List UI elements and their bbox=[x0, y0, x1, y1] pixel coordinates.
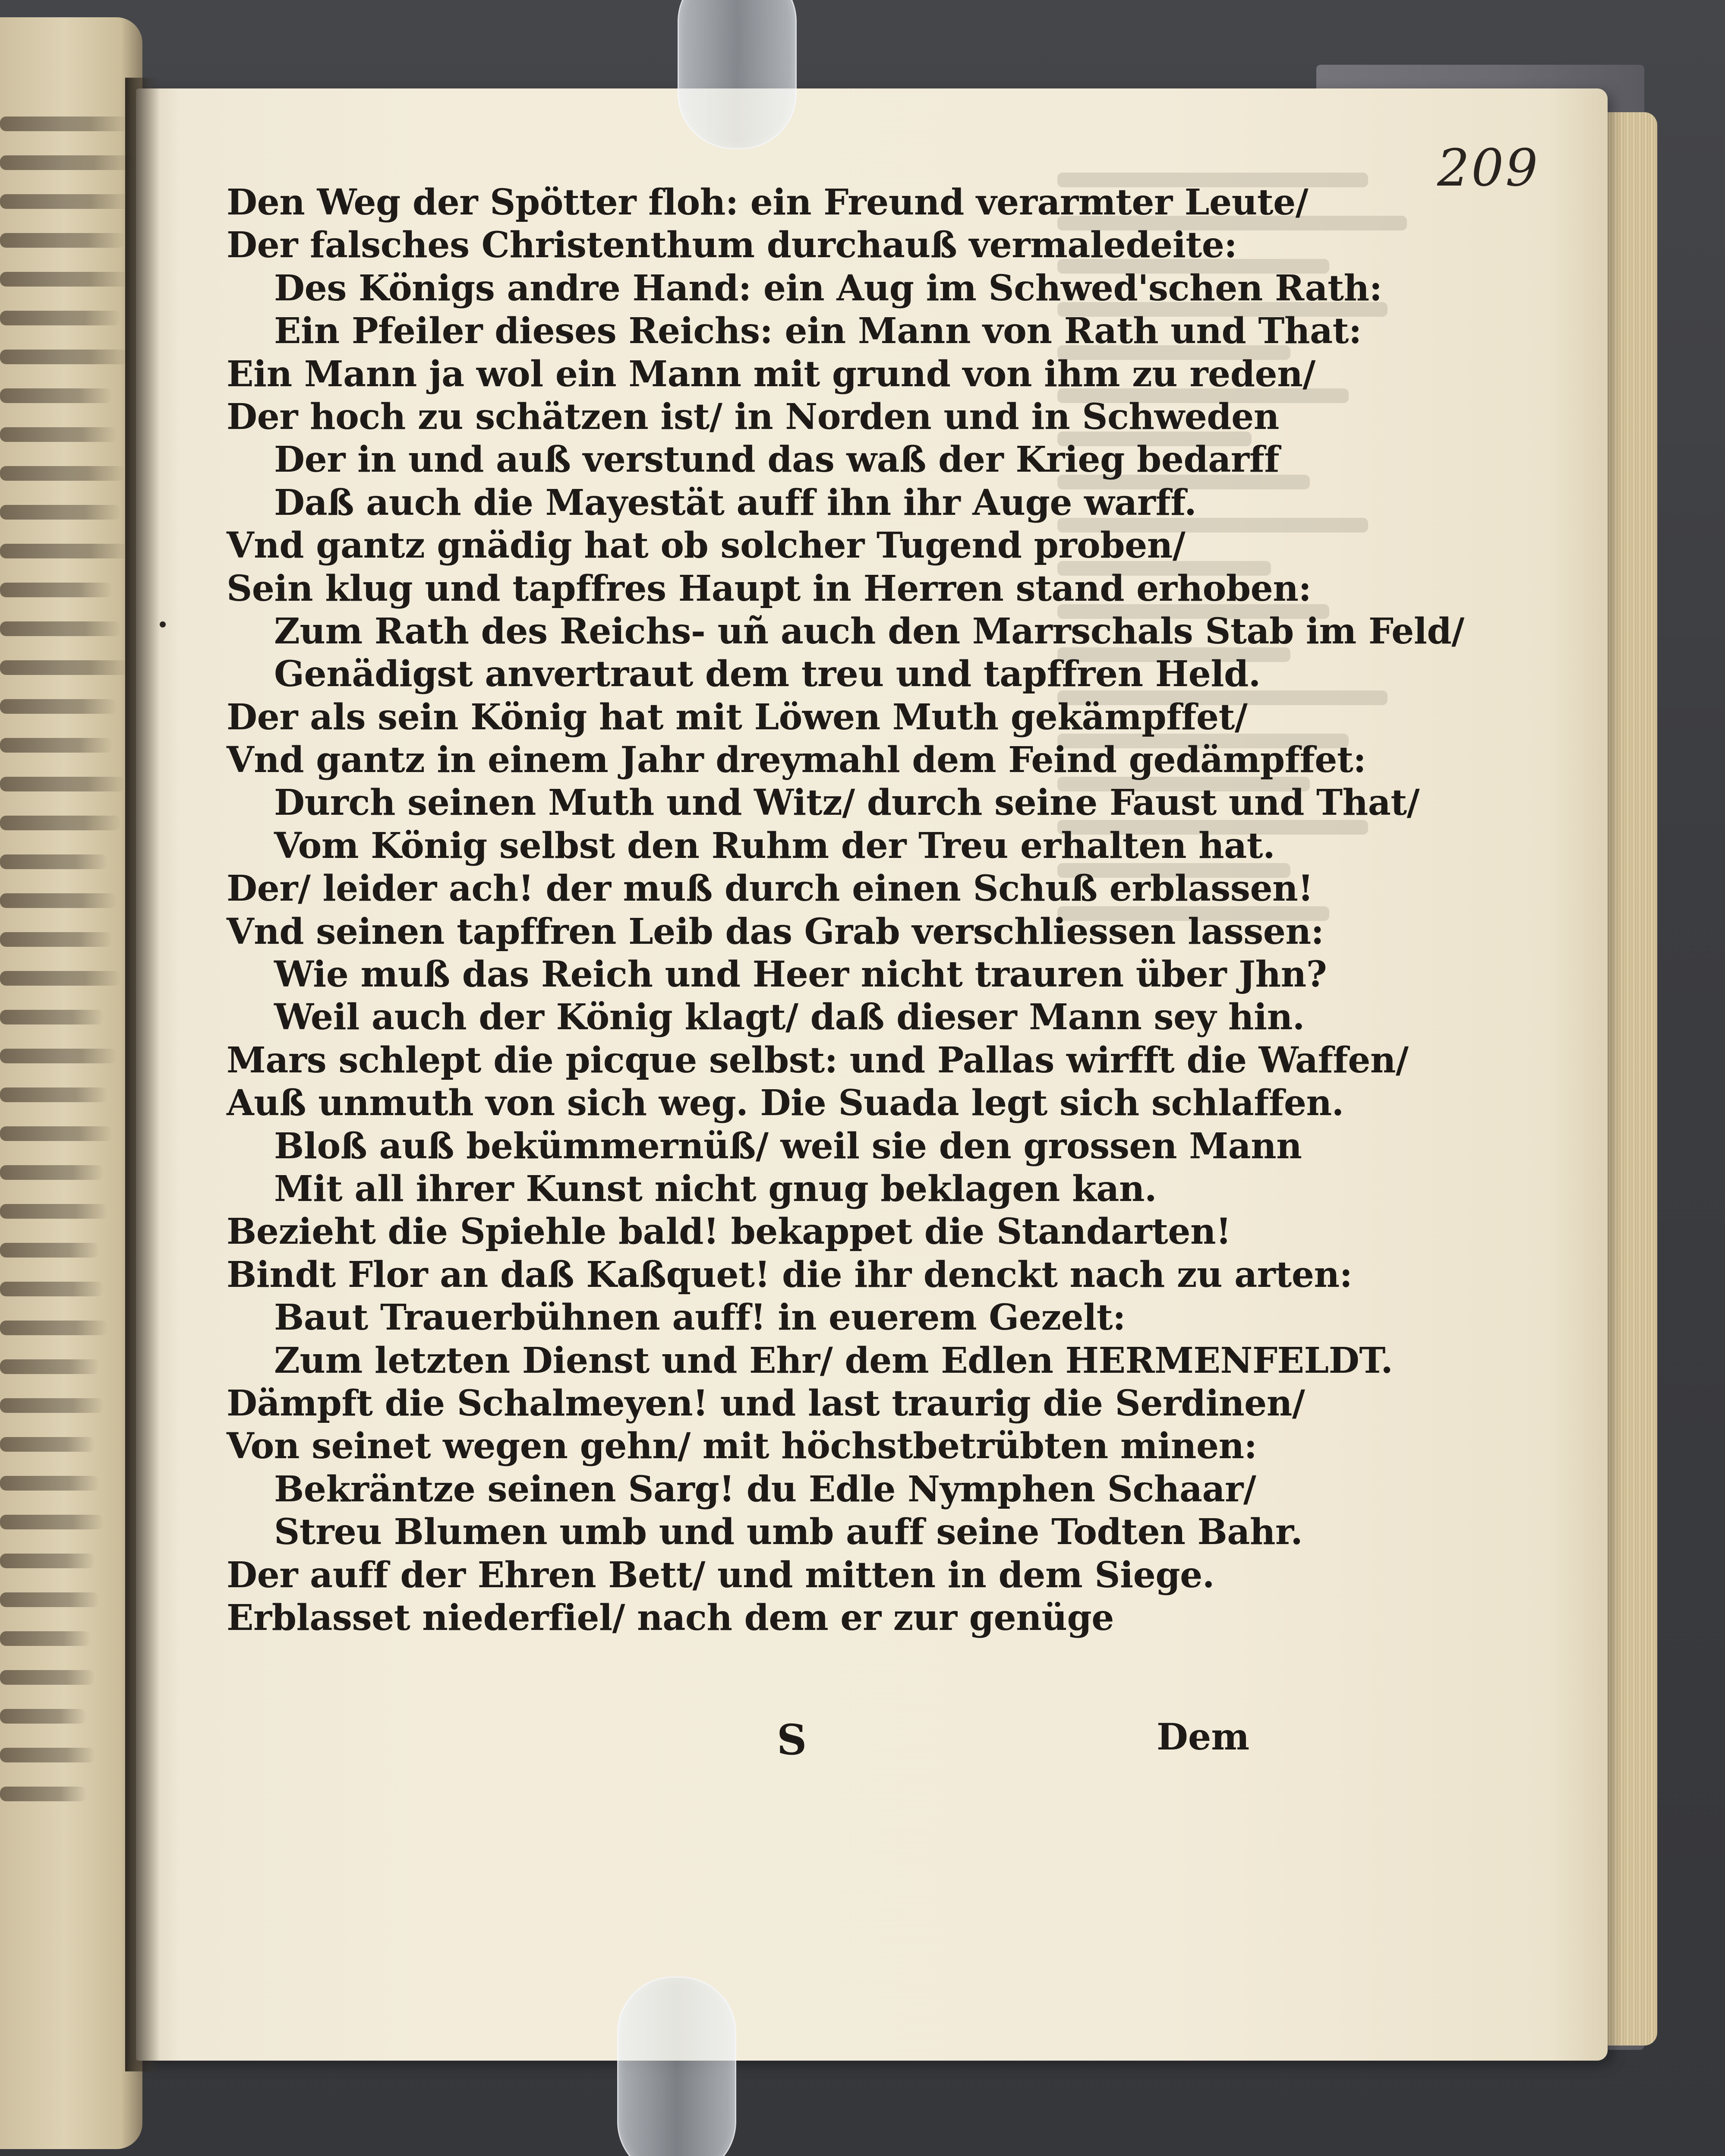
verse-line: Weil auch der König klagt/ daß dieser Mann sey hin. bbox=[274, 996, 1305, 1038]
verse-line: Der/ leider ach! der muß durch einen Schuß erblassen! bbox=[227, 868, 1313, 910]
verse-line: Der als sein König hat mit Löwen Muth gekämpffet/ bbox=[227, 696, 1248, 738]
verse-line: Durch seinen Muth und Witz/ durch seine Faust und That/ bbox=[274, 782, 1420, 824]
verse-line: Mars schlept die picque selbst: und Pallas wirfft die Waffen/ bbox=[227, 1039, 1409, 1081]
verse-line: Ein Pfeiler dieses Reichs: ein Mann von Rath und That: bbox=[274, 310, 1362, 352]
verse-line: Auß unmuth von sich weg. Die Suada legt sich schlaffen. bbox=[227, 1082, 1344, 1124]
signature-mark: S bbox=[777, 1715, 807, 1764]
gutter-shadow bbox=[125, 78, 160, 2071]
verse-line: Der hoch zu schätzen ist/ in Norden und in Schweden bbox=[227, 396, 1279, 438]
verse-line: Mit all ihrer Kunst nicht gnug beklagen kan. bbox=[274, 1168, 1157, 1210]
verse-line: Dämpft die Schalmeyen! und last traurig die Serdinen/ bbox=[227, 1382, 1305, 1424]
left-facing-page bbox=[0, 17, 142, 2149]
verse-line: Zum letzten Dienst und Ehr/ dem Edlen HERMENFELDT. bbox=[274, 1340, 1393, 1381]
verse-line: Von seinet wegen gehn/ mit höchstbetrübten minen: bbox=[227, 1425, 1257, 1467]
verse-line: Bloß auß bekümmernüß/ weil sie den grossen Mann bbox=[274, 1125, 1302, 1167]
verse-line: Baut Trauerbühnen auff! in euerem Gezelt: bbox=[274, 1297, 1126, 1339]
verse-line: Der in und auß verstund das waß der Krieg bedarff bbox=[274, 439, 1280, 481]
page-number: 209 bbox=[1437, 138, 1540, 198]
verse-line: Bezieht die Spiehle bald! bekappet die Standarten! bbox=[227, 1211, 1231, 1253]
verse-line: Vnd gantz gnädig hat ob solcher Tugend proben/ bbox=[227, 525, 1186, 567]
verse-line: Der auff der Ehren Bett/ und mitten in dem Siege. bbox=[227, 1554, 1214, 1596]
verse-line: Zum Rath des Reichs- uñ auch den Marrschals Stab im Feld/ bbox=[274, 610, 1464, 652]
verse-line: Bindt Flor an daß Kaßquet! die ihr denckt nach zu arten: bbox=[227, 1254, 1353, 1295]
verse-line: Ein Mann ja wol ein Mann mit grund von ihm zu reden/ bbox=[227, 353, 1315, 395]
verse-line: Genädigst anvertraut dem treu und tapffren Held. bbox=[274, 653, 1261, 695]
verse-line: Bekräntze seinen Sarg! du Edle Nymphen Schaar/ bbox=[274, 1468, 1256, 1510]
verse-text-block bbox=[227, 181, 1500, 1639]
catchword: Dem bbox=[1157, 1715, 1250, 1758]
verse-line: Streu Blumen umb und umb auff seine Todten Bahr. bbox=[274, 1511, 1303, 1553]
verse-line: Wie muß das Reich und Heer nicht trauren über Jhn? bbox=[274, 954, 1327, 996]
top-page-clip bbox=[678, 0, 797, 149]
verse-line: Daß auch die Mayestät auff ihn ihr Auge warff. bbox=[274, 482, 1197, 523]
verse-line: Den Weg der Spötter floh: ein Freund verarmter Leute/ bbox=[227, 182, 1309, 223]
verse-line: Erblasset niederfiel/ nach dem er zur genüge bbox=[227, 1597, 1114, 1639]
bottom-page-clip bbox=[617, 1976, 736, 2156]
ink-dot bbox=[160, 621, 166, 627]
verse-line: Vnd seinen tapffren Leib das Grab verschliessen lassen: bbox=[227, 911, 1324, 952]
verse-line: Der falsches Christenthum durchauß vermaledeite: bbox=[227, 224, 1237, 266]
verse-line: Sein klug und tapffres Haupt in Herren stand erhoben: bbox=[227, 567, 1312, 609]
verse-line: Vnd gantz in einem Jahr dreymahl dem Feind gedämpffet: bbox=[227, 739, 1366, 781]
verse-line: Des Königs andre Hand: ein Aug im Schwed'schen Rath: bbox=[274, 267, 1382, 309]
page-footer bbox=[0, 1715, 1725, 1763]
verse-line: Vom König selbst den Ruhm der Treu erhalten hat. bbox=[274, 825, 1275, 867]
